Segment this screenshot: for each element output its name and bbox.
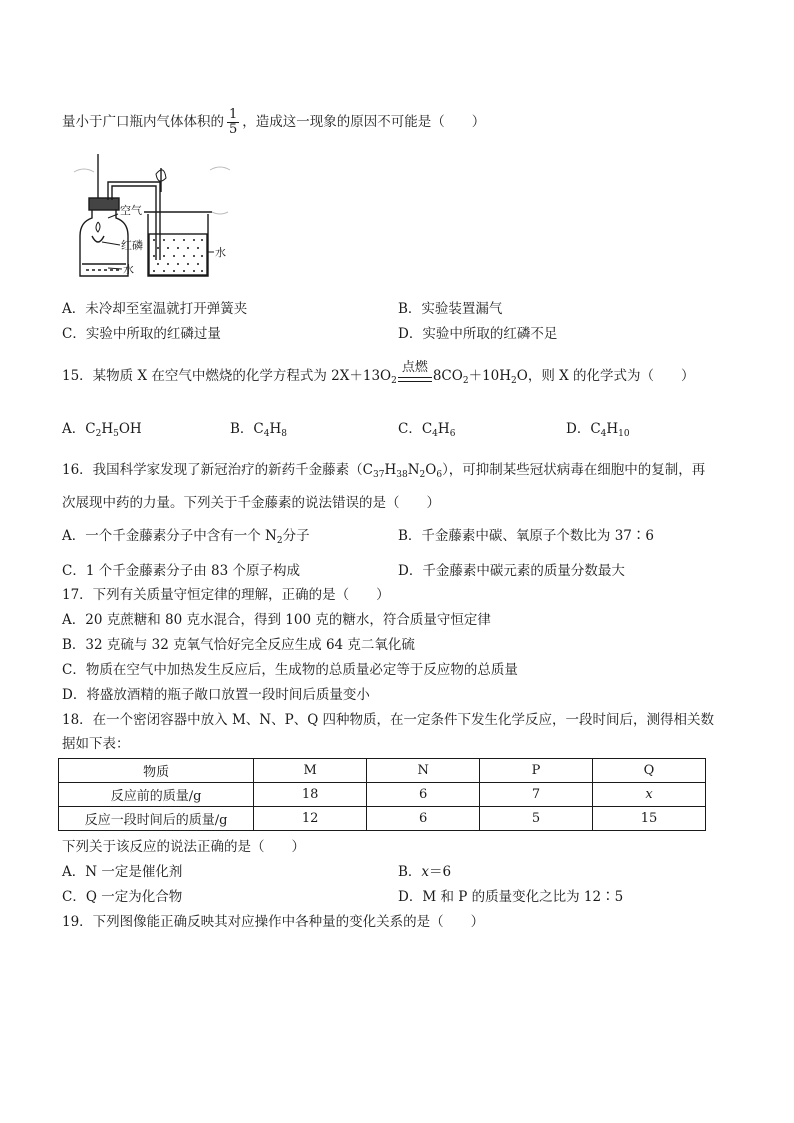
q18-option-d[interactable]: D．M 和 P 的质量变化之比为 12∶5: [398, 889, 624, 905]
q15-d-s1: 4: [600, 429, 607, 439]
q16-option-b[interactable]: B．千金藤素中碳、氧原子个数比为 37∶6: [398, 528, 654, 544]
q15-sub-co2: 2: [462, 376, 469, 386]
q14-option-c[interactable]: C．实验中所取的红磷过量: [62, 326, 221, 342]
q16-line1-a: 16．我国科学家发现了新冠治疗的新药千金藤素（C: [62, 462, 374, 478]
q18-stem2: 下列关于该反应的说法正确的是（ ）: [62, 839, 305, 855]
table-cell: 7: [480, 783, 593, 807]
fraction-denominator: 5: [229, 122, 238, 137]
table-row: [59, 807, 706, 831]
q15-b-mid: H: [269, 421, 282, 437]
q15-a-s2: 5: [113, 429, 119, 439]
q15-prod-a: 8CO: [432, 368, 463, 384]
q15-d-mid: H: [606, 421, 619, 437]
q14-stem-after: ，造成这一现象的原因不可能是（ ）: [242, 114, 486, 130]
q14-option-d[interactable]: D．实验中所取的红磷不足: [398, 326, 558, 342]
table-header-row: [59, 759, 706, 783]
q16-option-d[interactable]: D．千金藤素中碳元素的质量分数最大: [398, 563, 625, 579]
q16-option-a[interactable]: [62, 527, 310, 545]
q17-stem: 17．下列有关质量守恒定律的理解，正确的是（ ）: [62, 587, 390, 603]
table-cell: 反应前的质量/g: [59, 783, 254, 807]
reaction-arrow: [398, 359, 432, 386]
table-header-cell: M: [254, 759, 367, 783]
q15-option-b[interactable]: [230, 420, 287, 438]
table-cell: 5: [480, 807, 593, 831]
q16-n: N: [407, 462, 420, 478]
q18-b-var: x: [421, 864, 430, 880]
table-header-cell: Q: [592, 759, 705, 783]
equals-bar: [398, 377, 432, 382]
q15-option-d[interactable]: [566, 420, 630, 438]
q15-stem-a: 15．某物质 X 在空气中燃烧的化学方程式为 2X＋13O: [62, 368, 392, 384]
q15-a-mid: H: [101, 421, 114, 437]
q17-option-b[interactable]: B．32 克硫与 32 克氧气恰好完全反应生成 64 克二氧化硫: [62, 637, 415, 653]
q16-s3: 2: [419, 470, 426, 480]
q16-h: H: [384, 462, 397, 478]
q18-stem-line1: 18．在一个密闭容器中放入 M、N、P、Q 四种物质，在一定条件下发生化学反应，一段时间后，测得相关数: [62, 712, 715, 728]
label-air: 空气: [120, 204, 142, 217]
table-cell: 12: [254, 807, 367, 831]
q15-c-s1: 4: [432, 429, 438, 439]
table-header-cell: N: [367, 759, 480, 783]
q15-b-s2: 8: [281, 429, 287, 439]
q14-option-a[interactable]: A．未冷却至室温就打开弹簧夹: [62, 301, 248, 317]
table-header-cell: 物质: [59, 759, 254, 783]
q15-c-pre: C．C: [398, 421, 433, 437]
q15-option-c[interactable]: [398, 420, 455, 438]
q16-a-sub: 2: [276, 536, 283, 546]
q14-stem-before: 量小于广口瓶内气体体积的: [62, 114, 224, 130]
q15-prod-c: O，则 X 的化学式为（ ）: [516, 368, 695, 384]
q16-o: O: [425, 462, 437, 478]
table-row: [59, 783, 706, 807]
label-red-phosphorus: 红磷: [121, 239, 143, 252]
q16-stem-line1: [62, 461, 705, 479]
q17-option-d[interactable]: D．将盛放酒精的瓶子敞口放置一段时间后质量变小: [62, 687, 370, 703]
q15-c-s2: 6: [449, 429, 456, 439]
table-cell: 反应一段时间后的质量/g: [59, 807, 254, 831]
q18-option-c[interactable]: C．Q 一定为化合物: [62, 889, 183, 905]
q18-option-a[interactable]: A．N 一定是催化剂: [62, 864, 183, 880]
q15-sub-o2: 2: [391, 376, 397, 386]
reaction-condition: 点燃: [401, 359, 428, 375]
table-cell: x: [592, 783, 705, 807]
q18-b-post: ＝6: [429, 864, 452, 880]
table-cell: 15: [592, 807, 705, 831]
q15-sub-h2o: 2: [511, 376, 517, 386]
q15-option-a[interactable]: [62, 420, 142, 438]
fraction-numerator: 1: [229, 107, 238, 122]
table-cell: 6: [367, 807, 480, 831]
q15-a-post: OH: [118, 421, 142, 437]
q18-b-pre: B．: [398, 864, 422, 880]
q15-prod-b: ＋10H: [468, 368, 512, 384]
q16-a-post: 分子: [282, 528, 310, 544]
table-cell: 6: [367, 783, 480, 807]
q15-b-s1: 4: [263, 429, 270, 439]
q17-option-c[interactable]: C．物质在空气中加热发生反应后，生成物的总质量必定等于反应物的总质量: [62, 662, 518, 678]
q15-d-pre: D．C: [566, 421, 601, 437]
table-cell: 18: [254, 783, 367, 807]
q16-line1-b: ），可抑制某些冠状病毒在细胞中的复制，再: [442, 462, 706, 478]
q16-s1: 37: [373, 470, 385, 480]
q19-stem: 19．下列图像能正确反映其对应操作中各种量的变化关系的是（ ）: [62, 914, 485, 930]
fraction-one-fifth: [227, 108, 239, 137]
label-water-bottle: 水: [123, 263, 134, 276]
q15-b-pre: B．C: [230, 421, 264, 437]
phosphorus-combustion-apparatus-figure: [72, 152, 232, 280]
label-water-beaker: 水: [215, 246, 226, 259]
q17-option-a[interactable]: A．20 克蔗糖和 80 克水混合，得到 100 克的糖水，符合质量守恒定律: [62, 612, 491, 628]
q15-a-s1: 2: [95, 429, 102, 439]
q16-s4: 6: [436, 470, 443, 480]
q14-stem: [62, 108, 485, 137]
q15-c-mid: H: [437, 421, 450, 437]
q16-s2: 38: [396, 470, 408, 480]
q16-option-c[interactable]: C．1 个千金藤素分子由 83 个原子构成: [62, 563, 300, 579]
q16-a-pre: A．一个千金藤素分子中含有一个 N: [62, 528, 277, 544]
table-header-cell: P: [480, 759, 593, 783]
q15-stem: [62, 359, 695, 386]
q18-option-b[interactable]: [398, 863, 451, 881]
q14-option-b[interactable]: B．实验装置漏气: [398, 301, 503, 317]
q15-a-pre: A．C: [62, 421, 96, 437]
q16-stem-line2: 次展现中药的力量。下列关于千金藤素的说法错误的是（ ）: [62, 495, 440, 511]
q18-stem-line2: 据如下表：: [62, 736, 130, 752]
q15-d-s2: 10: [618, 429, 630, 439]
q18-mass-table: [58, 758, 706, 831]
